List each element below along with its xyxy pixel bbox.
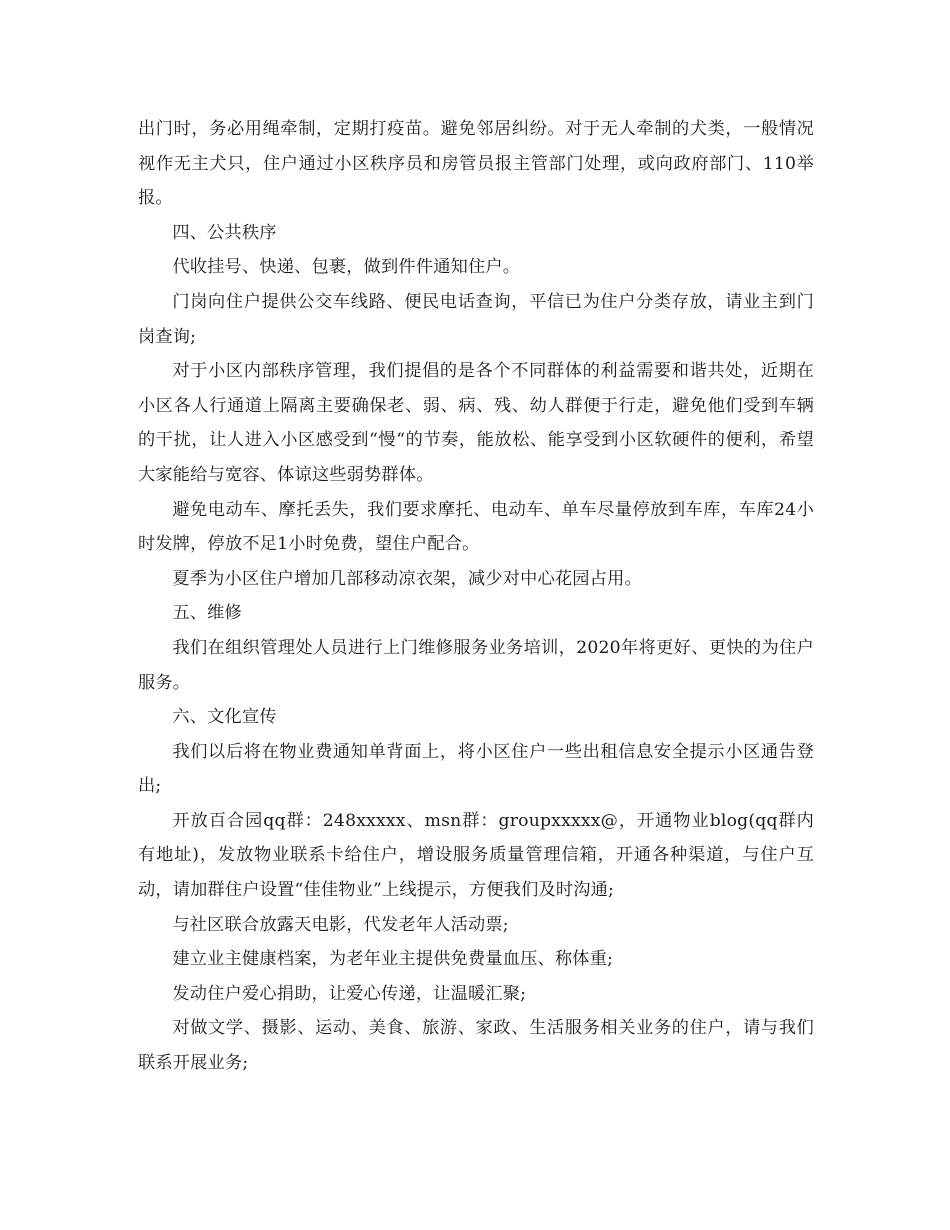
paragraph-online-channels: 开放百合园qq群：248xxxxx、msn群：groupxxxxx@，开通物业blog(qq群内有地址)，发放物业联系卡给住户，增设服务质量管理信箱，开通各种渠道，与住户互动，请加群住户设置“佳佳物业”上线提示，方便我们及时沟通;: [138, 810, 814, 901]
paragraph-outdoor-movie: 与社区联合放露天电影，代发老年人活动票;: [172, 914, 509, 935]
paragraph-health-records: 建立业主健康档案，为老年业主提供免费量血压、称体重;: [172, 949, 614, 970]
paragraph-maintenance-training: 我们在组织管理处人员进行上门维修服务业务培训，2020年将更好、更快的为住户服务。: [138, 637, 814, 693]
paragraph-internal-order: 对于小区内部秩序管理，我们提倡的是各个不同群体的利益需要和谐共处，近期在小区各人行通道上隔离主要确保老、弱、病、残、幼人群便于行走，避免他们受到车辆的干扰，让人进入小区感受到“慢“的节奏，能放松、能享受到小区软硬件的便利，希望大家能给与宽容、体谅这些弱势群体。: [138, 361, 814, 485]
document-body: [138, 112, 814, 1081]
paragraph-business-contact: 对做文学、摄影、运动、美食、旅游、家政、生活服务相关业务的住户，请与我们联系开展业务;: [138, 1018, 814, 1074]
heading-maintenance: 五、维修: [172, 603, 242, 624]
paragraph-vehicle-parking: 避免电动车、摩托丢失，我们要求摩托、电动车、单车尽量停放到车库，车库24小时发牌，停放不足1小时免费，望住户配合。: [138, 499, 814, 555]
heading-public-order: 四、公共秩序: [172, 222, 277, 243]
paragraph-gate-inquiry: 门岗向住户提供公交车线路、便民电话查询，平信已为住户分类存放，请业主到门岗查询;: [138, 291, 814, 347]
paragraph-dog-leash-continued: 出门时，务必用绳牵制，定期打疫苗。避免邻居纠纷。对于无人牵制的犬类，一般情况视作无主犬只，住户通过小区秩序员和房管员报主管部门处理，或向政府部门、110举报。: [138, 119, 814, 209]
paragraph-parcel-collection: 代收挂号、快递、包裹，做到件件通知住户。: [172, 257, 521, 278]
paragraph-drying-racks: 夏季为小区住户增加几部移动凉衣架，减少对中心花园占用。: [172, 568, 642, 589]
heading-culture-promotion: 六、文化宣传: [172, 707, 277, 728]
paragraph-notice-printing: 我们以后将在物业费通知单背面上，将小区住户一些出租信息安全提示小区通告登出;: [138, 741, 814, 797]
paragraph-charity-donation: 发动住户爱心捐助，让爱心传递，让温暖汇聚;: [172, 983, 527, 1004]
